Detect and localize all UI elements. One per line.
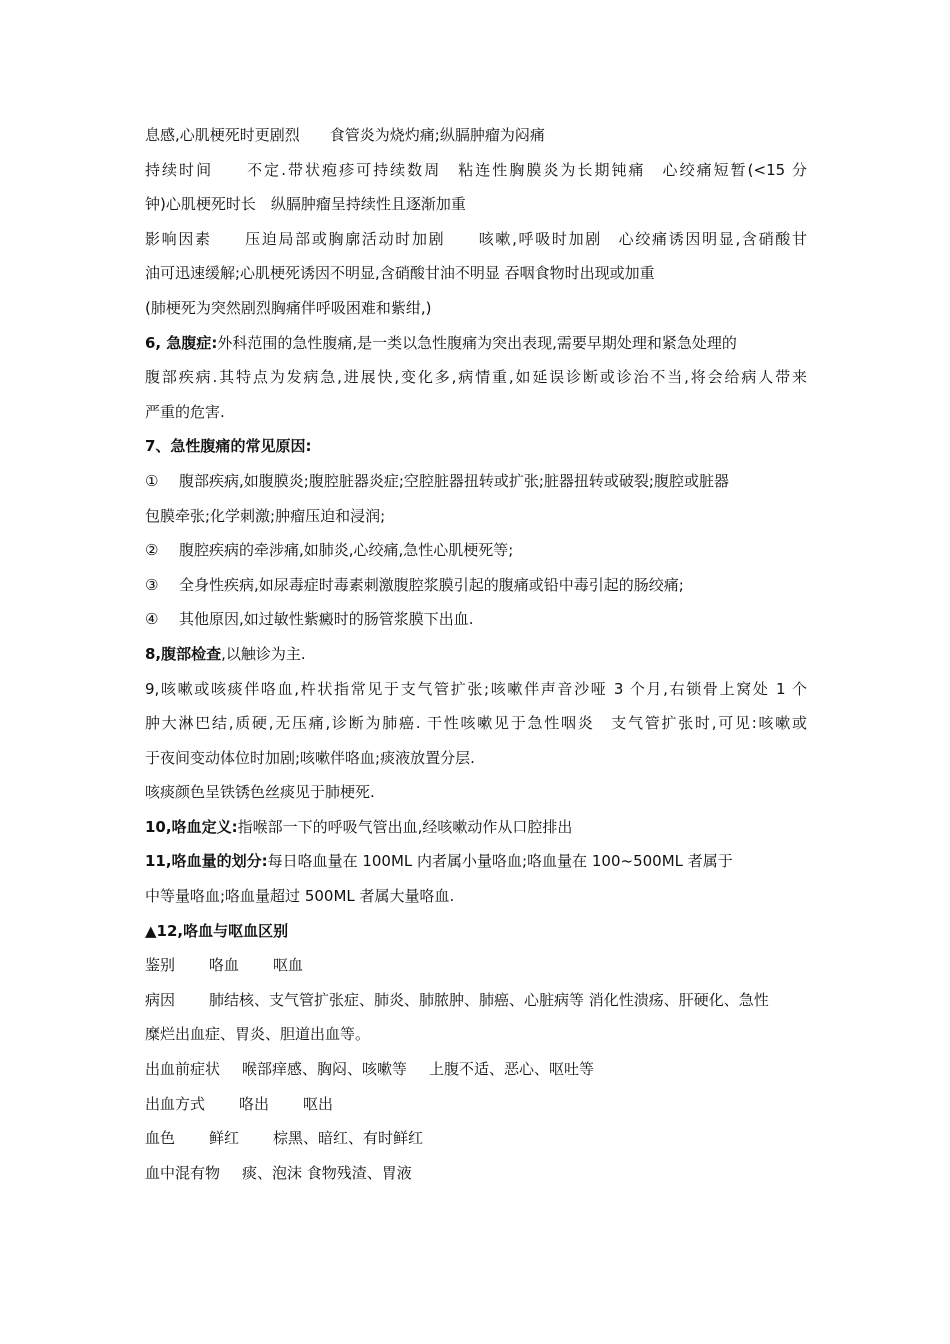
section-heading: 6, 急腹症:: [145, 333, 218, 352]
list-text: 其他原因,如过敏性紫癜时的肠管浆膜下出血.: [179, 610, 474, 629]
table-cell: 呕出: [303, 1094, 334, 1113]
section-11: [145, 844, 807, 879]
list-item: [145, 602, 807, 637]
text-line: 肿大淋巴结,质硬,无压痛,诊断为肺癌. 干性咳嗽见于急性咽炎 支气管扩张时,可见:咳嗽或: [145, 714, 807, 733]
table-cell: 痰、泡沫 食物残渣、胃液: [242, 1163, 412, 1182]
section-10: [145, 810, 807, 845]
section-6: [145, 326, 807, 361]
section-text: 外科范围的急性腹痛,是一类以急性腹痛为突出表现,需要早期处理和紧急处理的: [217, 333, 737, 352]
list-number: ④: [145, 610, 159, 629]
text-line: 钟)心肌梗死时长 纵膈肿瘤呈持续性且逐渐加重: [145, 195, 466, 214]
document-page: [145, 118, 807, 1190]
text-line: 于夜间变动体位时加剧;咳嗽伴咯血;痰液放置分层.: [145, 748, 475, 767]
list-item: [145, 464, 807, 499]
list-text: 腹部疾病,如腹膜炎;腹腔脏器炎症;空腔脏器扭转或扩张;脏器扭转或破裂;腹腔或脏器: [179, 471, 729, 490]
text-line: 油可迅速缓解;心肌梗死诱因不明显,含硝酸甘油不明显 吞咽食物时出现或加重: [145, 264, 655, 283]
list-item: [145, 568, 807, 603]
list-number: ①: [145, 471, 159, 490]
text-line: 咳痰颜色呈铁锈色丝痰见于肺梗死.: [145, 783, 375, 802]
text-line: 影响因素 压迫局部或胸廓活动时加剧 咳嗽,呼吸时加剧 心绞痛诱因明显,含硝酸甘: [145, 229, 807, 248]
section-8: [145, 637, 807, 672]
list-item: [145, 533, 807, 568]
table-cell: 鉴别: [145, 956, 176, 975]
table-cell: 出血方式: [145, 1094, 206, 1113]
list-number: ②: [145, 541, 159, 560]
section-text: ,以触诊为主.: [221, 644, 306, 663]
section-heading: 11,咯血量的划分:: [145, 852, 268, 871]
table-cell: 出血前症状: [145, 1060, 221, 1079]
table-cell: 棕黑、暗红、有时鲜红: [273, 1129, 424, 1148]
table-cell: 鲜红: [209, 1129, 240, 1148]
text-line: (肺梗死为突然剧烈胸痛伴呼吸困难和紫绀,): [145, 298, 432, 317]
table-cell: 呕血: [273, 956, 304, 975]
table-row: [145, 983, 807, 1018]
section-heading: 10,咯血定义:: [145, 817, 238, 836]
table-cell: 血色: [145, 1129, 176, 1148]
table-row: [145, 1121, 807, 1156]
table-cell: 上腹不适、恶心、呕吐等: [429, 1060, 595, 1079]
text-line: 息感,心肌梗死时更剧烈 食管炎为烧灼痛;纵膈肿瘤为闷痛: [145, 126, 545, 144]
section-heading: ▲12,咯血与呕血区别: [145, 921, 289, 940]
table-cell: 喉部痒感、胸闷、咳嗽等: [242, 1060, 408, 1079]
section-heading: 7、急性腹痛的常见原因:: [145, 437, 312, 456]
list-text: 腹腔疾病的牵涉痛,如肺炎,心绞痛,急性心肌梗死等;: [179, 541, 514, 560]
list-number: ③: [145, 575, 159, 594]
table-cell: 咯出: [239, 1094, 270, 1113]
text-line: 9,咳嗽或咳痰伴咯血,杵状指常见于支气管扩张;咳嗽伴声音沙哑 3 个月,右锁骨上窝处 1 个: [145, 679, 807, 698]
text-line: 持续时间 不定.带状疱疹可持续数周 粘连性胸膜炎为长期钝痛 心绞痛短暂(<15 分: [145, 160, 807, 179]
text-line: 腹部疾病.其特点为发病急,进展快,变化多,病情重,如延误诊断或诊治不当,将会给病人带来: [145, 368, 807, 387]
table-cell: 血中混有物: [145, 1163, 221, 1182]
text-line: 包膜牵张;化学刺激;肿瘤压迫和浸润;: [145, 506, 386, 525]
table-cell: 病因: [145, 990, 176, 1009]
text-line: 严重的危害.: [145, 402, 225, 421]
table-row: [145, 948, 807, 983]
table-row: [145, 1156, 807, 1191]
section-text: 每日咯血量在 100ML 内者属小量咯血;咯血量在 100~500ML 者属于: [267, 852, 733, 871]
table-row: [145, 1052, 807, 1087]
text-line: 糜烂出血症、胃炎、胆道出血等。: [145, 1025, 371, 1044]
section-text: 指喉部一下的呼吸气管出血,经咳嗽动作从口腔排出: [237, 817, 573, 836]
section-heading: 8,腹部检查: [145, 644, 222, 663]
text-line: 中等量咯血;咯血量超过 500ML 者属大量咯血.: [145, 887, 455, 906]
table-cell: 咯血: [209, 956, 240, 975]
table-row: [145, 1087, 807, 1122]
table-cell: 肺结核、支气管扩张症、肺炎、肺脓肿、肺癌、心脏病等 消化性溃疡、肝硬化、急性: [209, 990, 769, 1009]
list-text: 全身性疾病,如尿毒症时毒素刺激腹腔浆膜引起的腹痛或铅中毒引起的肠绞痛;: [179, 575, 684, 594]
